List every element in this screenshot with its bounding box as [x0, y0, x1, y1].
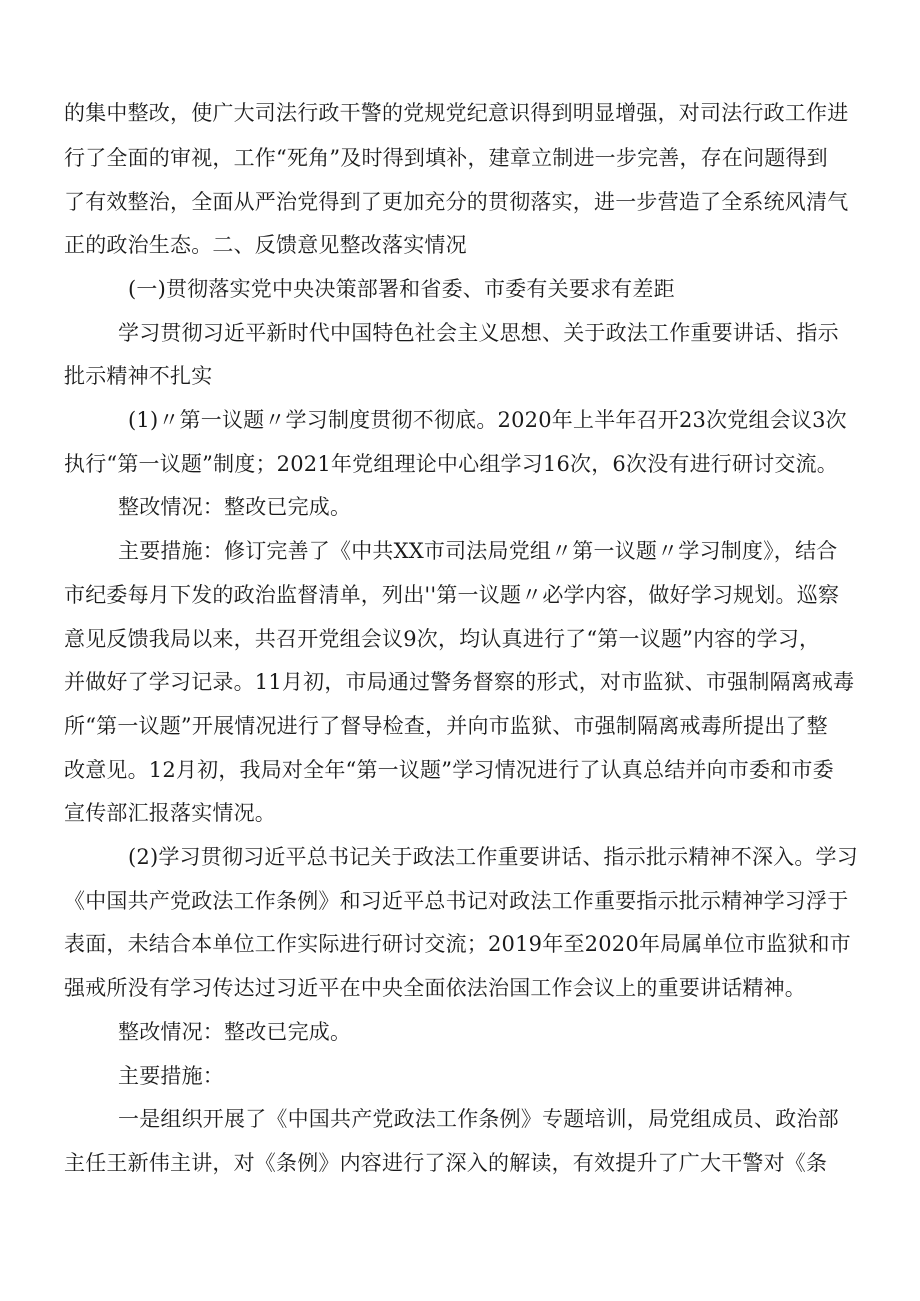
text-line: 宣传部汇报落实情况。: [64, 801, 276, 825]
text-line: 的集中整改，使广大司法行政干警的党规党纪意识得到明显增强，对司法行政工作进: [64, 101, 849, 125]
text-line: 主任王新伟主讲，对《条例》内容进行了深入的解读，有效提升了广大干警对《条: [64, 1151, 828, 1175]
text-line: 表面，未结合本单位工作实际进行研讨交流；2019年至2020年局属单位市监狱和市: [64, 932, 851, 956]
status-line: 整改情况：整改已完成。: [118, 1020, 352, 1044]
text-line: 正的政治生态。二、反馈意见整改落实情况: [64, 233, 467, 257]
text-line: 批示精神不扎实: [64, 364, 213, 388]
text-line: 学习贯彻习近平新时代中国特色社会主义思想、关于政法工作重要讲话、指示: [118, 321, 839, 345]
section-heading: (一)贯彻落实党中央决策部署和省委、市委有关要求有差距: [128, 277, 675, 301]
text-line: 《中国共产党政法工作条例》和习近平总书记对政法工作重要指示批示精神学习浮于: [64, 889, 849, 913]
text-line: (2)学习贯彻习近平总书记关于政法工作重要讲话、指示批示精神不深入。学习: [128, 845, 858, 869]
text-line: 主要措施：修订完善了《中共XX市司法局党组〃第一议题〃学习制度》，结合: [118, 539, 838, 563]
text-line: 市纪委每月下发的政治监督清单，列出''第一议题〃必学内容，做好学习规划。巡察: [64, 583, 840, 607]
text-line: 并做好了学习记录。11月初，市局通过警务督察的形式，对市监狱、市强制隔离戒毒: [64, 670, 855, 694]
text-line: (1)〃第一议题〃学习制度贯彻不彻底。2020年上半年召开23次党组会议3次: [128, 408, 847, 432]
text-line: 所“第一议题”开展情况进行了督导检查，并向市监狱、市强制隔离戒毒所提出了整: [64, 714, 828, 738]
status-line: 整改情况：整改已完成。: [118, 495, 352, 519]
text-line: 执行“第一议题”制度；2021年党组理论中心组学习16次，6次没有进行研讨交流。: [64, 452, 838, 476]
text-line: 强戒所没有学习传达过习近平在中央全面依法治国工作会议上的重要讲话精神。: [64, 976, 806, 1000]
text-line: 一是组织开展了《中国共产党政法工作条例》专题培训，局党组成员、政治部: [118, 1107, 839, 1131]
text-line: 改意见。12月初，我局对全年“第一议题”学习情况进行了认真总结并向市委和市委: [64, 758, 834, 782]
text-line: 主要措施：: [118, 1064, 224, 1088]
text-line: 意见反馈我局以来，共召开党组会议9次，均认真进行了“第一议题”内容的学习，: [64, 627, 821, 651]
text-line: 了有效整治，全面从严治党得到了更加充分的贯彻落实，进一步营造了全系统风清气: [64, 190, 849, 214]
text-line: 行了全面的审视，工作“死角”及时得到填补，建章立制进一步完善，存在问题得到: [64, 146, 828, 170]
